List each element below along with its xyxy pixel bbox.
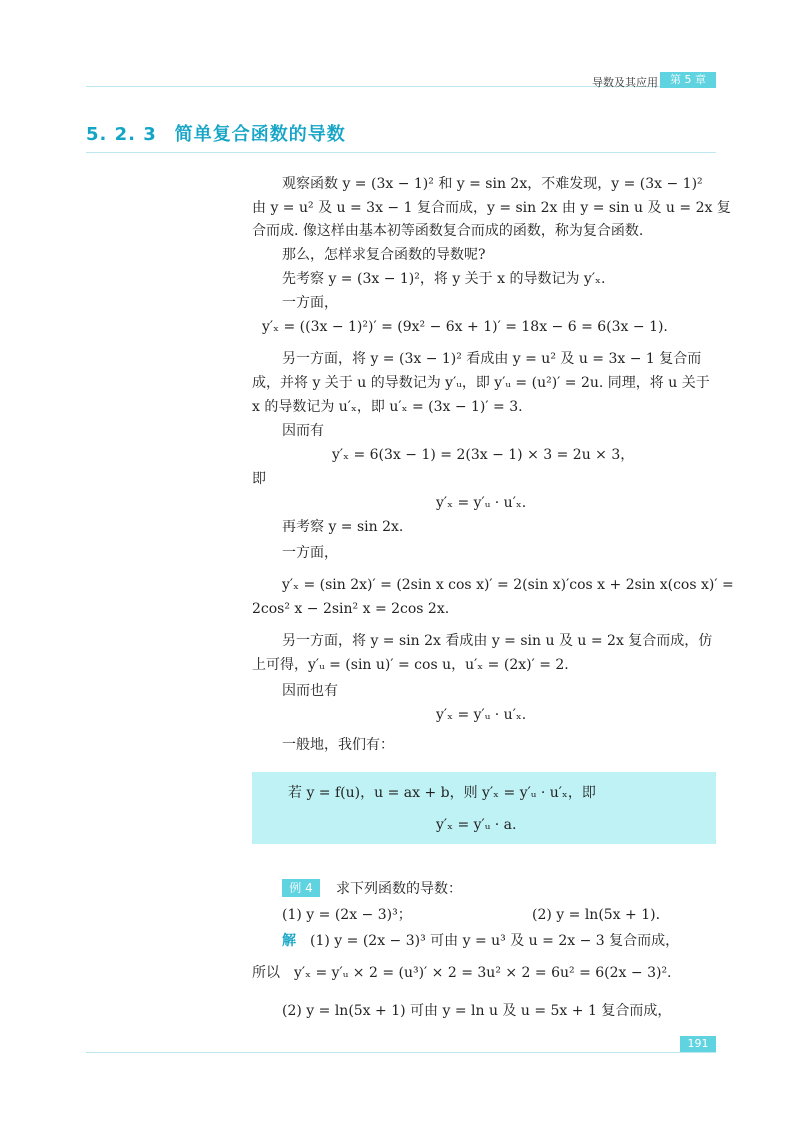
solution-line: (2) y = ln(5x + 1) 可由 y = ln u 及 u = 5x + 1 复合而成， (282, 1003, 672, 1019)
footer-rule (86, 1052, 716, 1053)
body-line: 一方面， (282, 295, 338, 311)
solution-line (282, 932, 679, 950)
solution-label: 解 (282, 933, 296, 949)
body-line: 合而成. 像这样由基本初等函数复合而成的函数，称为复合函数. (252, 223, 644, 239)
example-prompt: 求下列函数的导数： (336, 881, 462, 897)
body-line: 那么，怎样求复合函数的导数呢? (282, 247, 486, 263)
body-line: 由 y = u² 及 u = 3x − 1 复合而成，y = sin 2x 由 y = sin u 及 u = 2x 复 (252, 200, 731, 216)
formula-line: 2cos² x − 2sin² x = 2cos 2x. (252, 601, 450, 617)
section-title: 简单复合函数的导数 (174, 124, 346, 145)
body-line: x 的导数记为 u′ₓ，即 u′ₓ = (3x − 1)′ = 3. (252, 399, 523, 415)
section-number: 5. 2. 3 (86, 124, 157, 145)
header-chapter-title: 导数及其应用 (592, 76, 658, 89)
body-line: 先考察 y = (3x − 1)²，将 y 关于 x 的导数记为 y′ₓ. (282, 271, 606, 287)
formula-line: y′ₓ = ((3x − 1)²)′ = (9x² − 6x + 1)′ = 18x − 6 = 6(3x − 1). (262, 319, 668, 335)
body-line: 再考察 y = sin 2x. (282, 519, 404, 535)
section-rule (86, 152, 716, 153)
body-line: 另一方面，将 y = (3x − 1)² 看成由 y = u² 及 u = 3x − 1 复合而 (282, 351, 702, 367)
formula-line: y′ₓ = y′ᵤ · u′ₓ. (436, 707, 527, 723)
example-label: 例 4 (282, 879, 320, 897)
formula-line: y′ₓ = (sin 2x)′ = (2sin x cos x)′ = 2(sin x)′cos x + 2sin x(cos x)′ = (282, 577, 734, 593)
body-line: 即 (252, 471, 266, 487)
example-part-2: (2) y = ln(5x + 1). (532, 907, 661, 923)
body-line: 成，并将 y 关于 u 的导数记为 y′ᵤ，即 y′ᵤ = (u²)′ = 2u. 同理，将 u 关于 (252, 375, 710, 391)
example-part-1: (1) y = (2x − 3)³； (282, 907, 412, 923)
formula-line: y′ₓ = y′ᵤ · u′ₓ. (436, 495, 527, 511)
section-heading (86, 120, 346, 146)
body-line: 上可得，y′ᵤ = (sin u)′ = cos u，u′ₓ = (2x)′ = 2. (252, 657, 569, 673)
body-line: 一般地，我们有： (282, 737, 394, 753)
solution-line: 所以 y′ₓ = y′ᵤ × 2 = (u³)′ × 2 = 3u² × 2 = 6u² = 6(2x − 3)². (252, 965, 672, 981)
rule-line: 若 y = f(u)，u = ax + b，则 y′ₓ = y′ᵤ · u′ₓ，即 (288, 785, 596, 801)
body-line: 观察函数 y = (3x − 1)² 和 y = sin 2x，不难发现，y = (3x − 1)² (282, 176, 703, 192)
body-line: 因而也有 (282, 683, 338, 699)
solution-text: (1) y = (2x − 3)³ 可由 y = u³ 及 u = 2x − 3 复合而成， (310, 933, 680, 949)
rule-formula: y′ₓ = y′ᵤ · a. (436, 817, 517, 833)
header-chapter-number: 第 5 章 (660, 72, 716, 88)
formula-line: y′ₓ = 6(3x − 1) = 2(3x − 1) × 3 = 2u × 3， (332, 447, 635, 463)
body-line: 另一方面，将 y = sin 2x 看成由 y = sin u 及 u = 2x 复合而成，仿 (282, 633, 713, 649)
body-line: 一方面， (282, 545, 338, 561)
page-number: 191 (680, 1036, 716, 1052)
body-line: 因而有 (282, 423, 324, 439)
